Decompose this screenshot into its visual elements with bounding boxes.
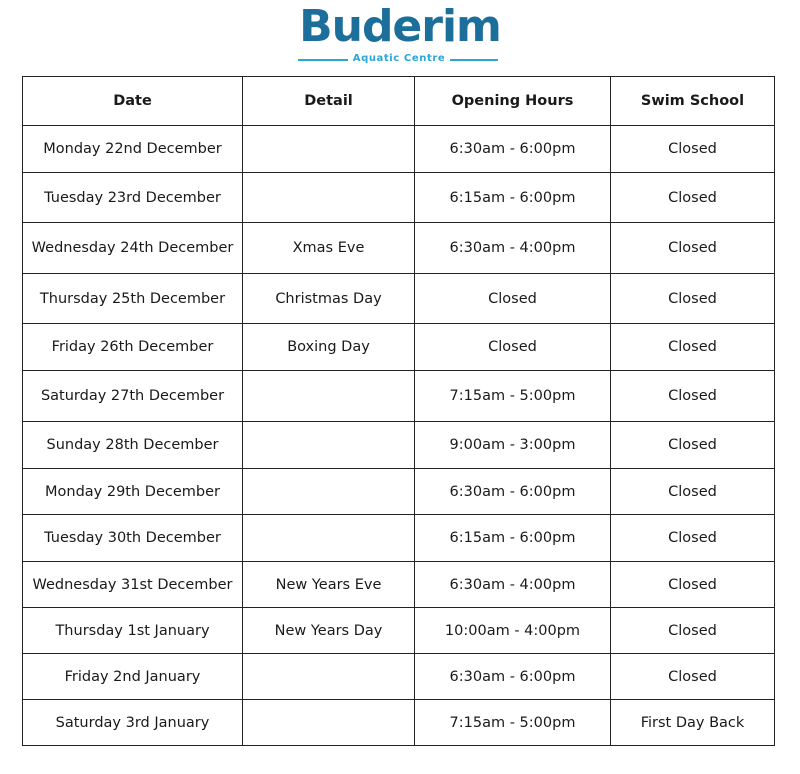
table-row — [23, 700, 775, 746]
cell-swim-school: Closed — [611, 173, 775, 223]
cell-date: Sunday 28th December — [23, 422, 243, 469]
cell-opening-hours: 7:15am - 5:00pm — [415, 700, 611, 746]
cell-detail: New Years Eve — [243, 562, 415, 608]
cell-opening-hours: Closed — [415, 274, 611, 324]
holiday-hours-table — [22, 76, 775, 746]
cell-opening-hours: 6:30am - 6:00pm — [415, 654, 611, 700]
cell-swim-school: Closed — [611, 515, 775, 562]
table-row — [23, 515, 775, 562]
table-row — [23, 469, 775, 515]
cell-date: Wednesday 31st December — [23, 562, 243, 608]
cell-opening-hours: Closed — [415, 324, 611, 371]
table-header-row — [23, 77, 775, 126]
logo-divider-left — [298, 59, 348, 61]
cell-swim-school: Closed — [611, 126, 775, 173]
cell-opening-hours: 6:30am - 4:00pm — [415, 562, 611, 608]
cell-opening-hours: 10:00am - 4:00pm — [415, 608, 611, 654]
logo-divider-right — [450, 59, 498, 61]
cell-opening-hours: 7:15am - 5:00pm — [415, 371, 611, 422]
column-header-date: Date — [23, 77, 243, 126]
column-header-opening-hours: Opening Hours — [415, 77, 611, 126]
cell-date: Friday 2nd January — [23, 654, 243, 700]
table-row — [23, 562, 775, 608]
table-row — [23, 608, 775, 654]
cell-opening-hours: 9:00am - 3:00pm — [415, 422, 611, 469]
table-row — [23, 371, 775, 422]
cell-date: Tuesday 23rd December — [23, 173, 243, 223]
cell-detail — [243, 173, 415, 223]
table-body — [23, 126, 775, 746]
cell-date: Monday 29th December — [23, 469, 243, 515]
cell-detail: Xmas Eve — [243, 223, 415, 274]
cell-date: Saturday 3rd January — [23, 700, 243, 746]
cell-date: Thursday 25th December — [23, 274, 243, 324]
cell-detail — [243, 700, 415, 746]
cell-swim-school: Closed — [611, 324, 775, 371]
logo-title: Buderim — [299, 1, 501, 52]
table-row — [23, 223, 775, 274]
cell-detail — [243, 371, 415, 422]
cell-opening-hours: 6:30am - 6:00pm — [415, 469, 611, 515]
column-header-detail: Detail — [243, 77, 415, 126]
cell-opening-hours: 6:30am - 6:00pm — [415, 126, 611, 173]
table-row — [23, 324, 775, 371]
cell-detail — [243, 654, 415, 700]
cell-swim-school: Closed — [611, 608, 775, 654]
cell-detail: Christmas Day — [243, 274, 415, 324]
cell-swim-school: Closed — [611, 274, 775, 324]
cell-swim-school: First Day Back — [611, 700, 775, 746]
cell-swim-school: Closed — [611, 223, 775, 274]
cell-detail — [243, 422, 415, 469]
table-row — [23, 654, 775, 700]
cell-detail — [243, 469, 415, 515]
cell-date: Friday 26th December — [23, 324, 243, 371]
table-row — [23, 274, 775, 324]
table-row — [23, 422, 775, 469]
column-header-swim-school: Swim School — [611, 77, 775, 126]
cell-detail — [243, 515, 415, 562]
cell-date: Saturday 27th December — [23, 371, 243, 422]
table-row — [23, 126, 775, 173]
logo — [0, 0, 800, 72]
cell-swim-school: Closed — [611, 371, 775, 422]
cell-opening-hours: 6:30am - 4:00pm — [415, 223, 611, 274]
cell-detail: New Years Day — [243, 608, 415, 654]
cell-opening-hours: 6:15am - 6:00pm — [415, 515, 611, 562]
cell-date: Thursday 1st January — [23, 608, 243, 654]
cell-date: Tuesday 30th December — [23, 515, 243, 562]
cell-date: Wednesday 24th December — [23, 223, 243, 274]
cell-detail — [243, 126, 415, 173]
cell-opening-hours: 6:15am - 6:00pm — [415, 173, 611, 223]
cell-swim-school: Closed — [611, 654, 775, 700]
table-row — [23, 173, 775, 223]
cell-swim-school: Closed — [611, 422, 775, 469]
cell-date: Monday 22nd December — [23, 126, 243, 173]
logo-subtitle: Aquatic Centre — [352, 53, 446, 64]
cell-swim-school: Closed — [611, 562, 775, 608]
cell-swim-school: Closed — [611, 469, 775, 515]
cell-detail: Boxing Day — [243, 324, 415, 371]
